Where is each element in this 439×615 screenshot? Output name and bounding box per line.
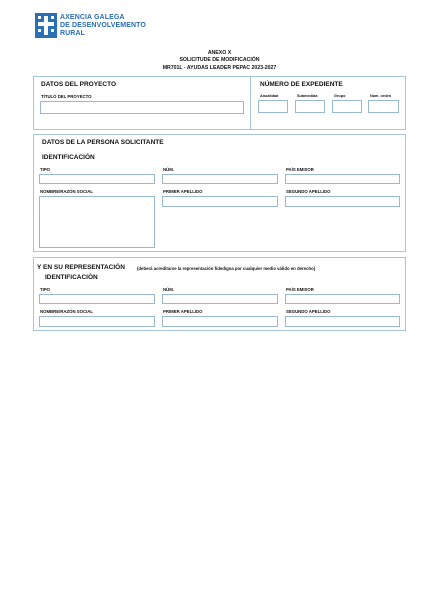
num-orden-input[interactable]: [368, 100, 399, 113]
representation-section-title: Y EN SU REPRESENTACIÓN: [37, 264, 125, 271]
representative-num-input[interactable]: [162, 294, 278, 304]
agency-name: [60, 14, 146, 38]
anualidad-input[interactable]: [258, 100, 288, 113]
submedida-label: Submedida: [297, 94, 318, 98]
representative-pais-input[interactable]: [285, 294, 400, 304]
representative-num-label: NÚM.: [163, 287, 174, 292]
representative-primer-apellido-input[interactable]: [162, 316, 278, 327]
applicant-pais-input[interactable]: [285, 174, 400, 184]
applicant-num-input[interactable]: [162, 174, 278, 184]
agency-name-line-3: RURAL: [60, 30, 85, 37]
representation-note: (deberá acreditarse la representación fidedigna por cualquier medio válido en derecho): [137, 266, 316, 271]
applicant-pais-label: PAÍS EMISOR: [286, 167, 314, 172]
request-title: SOLICITUDE DE MODIFICACIÓN: [179, 57, 260, 63]
representative-segundo-apellido-label: SEGUNDO APELLIDO: [286, 309, 331, 314]
representative-nombre-label: NOMBRE/RAZÓN SOCIAL: [40, 309, 93, 314]
representative-segundo-apellido-input[interactable]: [285, 316, 400, 327]
applicant-segundo-apellido-label: SEGUNDO APELLIDO: [286, 189, 331, 194]
applicant-identification-title: IDENTIFICACIÓN: [42, 154, 95, 161]
representative-nombre-input[interactable]: [39, 316, 155, 327]
applicant-nombre-label: NOMBRE/RAZÓN SOCIAL: [40, 189, 93, 194]
representative-tipo-input[interactable]: [39, 294, 155, 304]
expediente-section-title: NÚMERO DE EXPEDIENTE: [260, 81, 343, 88]
project-section-title: DATOS DEL PROYECTO: [41, 81, 117, 88]
applicant-segundo-apellido-input[interactable]: [285, 196, 400, 207]
grupo-label: Grupo: [334, 94, 346, 98]
agency-name-line-2: DE DESENVOLVEMENTO: [60, 22, 146, 29]
num-orden-label: Núm. orden: [370, 94, 392, 98]
applicant-section-title: DATOS DE LA PERSONA SOLICITANTE: [42, 139, 164, 146]
agency-name-line-1: AXENCIA GALEGA: [60, 14, 125, 21]
xunta-logo-icon: [35, 13, 57, 38]
anualidad-label: Anualidad: [260, 94, 279, 98]
applicant-num-label: NÚM.: [163, 167, 174, 172]
applicant-nombre-input[interactable]: [39, 196, 155, 248]
annex-title: ANEXO X: [207, 50, 232, 56]
section-divider: [250, 76, 251, 130]
applicant-primer-apellido-label: PRIMER APELLIDO: [163, 189, 203, 194]
applicant-primer-apellido-input[interactable]: [162, 196, 278, 207]
procedure-code: MR701L - AYUDAS LEADER PEPAC 2023-2027: [162, 65, 277, 71]
project-title-label: TÍTULO DEL PROYECTO: [41, 94, 92, 99]
representative-primer-apellido-label: PRIMER APELLIDO: [163, 309, 203, 314]
submedida-input[interactable]: [295, 100, 325, 113]
representative-pais-label: PAÍS EMISOR: [286, 287, 314, 292]
representation-identification-title: IDENTIFICACIÓN: [45, 274, 98, 281]
grupo-input[interactable]: [332, 100, 362, 113]
project-title-input[interactable]: [40, 101, 244, 114]
applicant-tipo-input[interactable]: [39, 174, 155, 184]
applicant-tipo-label: TIPO: [40, 167, 51, 172]
representative-tipo-label: TIPO: [40, 287, 51, 292]
